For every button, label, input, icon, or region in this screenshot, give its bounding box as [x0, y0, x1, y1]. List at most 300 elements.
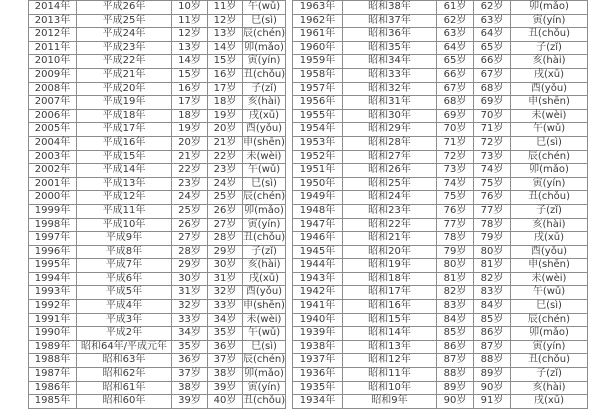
- table-cell: 20岁: [208, 123, 243, 137]
- table-cell: 2008年: [29, 82, 77, 96]
- table-cell: 81岁: [437, 272, 474, 286]
- table-cell: 2005年: [29, 123, 77, 137]
- table-cell: 88岁: [437, 368, 474, 382]
- table-cell: 昭和22年: [343, 218, 437, 232]
- table-cell: 平成18年: [77, 109, 172, 123]
- table-row: [29, 41, 286, 55]
- table-cell: 88岁: [474, 354, 511, 368]
- table-cell: 34岁: [208, 313, 243, 327]
- table-cell: 16岁: [172, 82, 208, 96]
- table-cell: 1996年: [29, 245, 77, 259]
- table-cell: 87岁: [437, 354, 474, 368]
- table-row: [293, 259, 588, 273]
- table-row: [29, 191, 286, 205]
- table-cell: 2007年: [29, 96, 77, 110]
- table-cell: 31岁: [172, 286, 208, 300]
- table-row: [293, 136, 588, 150]
- table-cell: 1997年: [29, 232, 77, 246]
- table-cell: 1948年: [293, 204, 343, 218]
- table-cell: 昭和61年: [77, 381, 172, 395]
- table-row: [293, 232, 588, 246]
- table-cell: 34岁: [172, 327, 208, 341]
- table-cell: 2003年: [29, 150, 77, 164]
- table-row: [29, 177, 286, 191]
- table-cell: 30岁: [208, 259, 243, 273]
- table-cell: 1945年: [293, 245, 343, 259]
- table-cell: 79岁: [437, 245, 474, 259]
- table-cell: 2004年: [29, 136, 77, 150]
- table-row: [29, 368, 286, 382]
- table-cell: 昭和64年/平成元年: [77, 340, 172, 354]
- table-cell: 平成10年: [77, 218, 172, 232]
- table-row: [29, 109, 286, 123]
- table-cell: 平成23年: [77, 41, 172, 55]
- table-cell: 平成4年: [77, 300, 172, 314]
- table-cell: 76岁: [474, 191, 511, 205]
- table-row: [293, 109, 588, 123]
- table-cell: 72岁: [474, 136, 511, 150]
- table-cell: 平成25年: [77, 14, 172, 28]
- table-cell: 1992年: [29, 300, 77, 314]
- table-cell: 午(wǔ): [243, 164, 286, 178]
- table-cell: 午(wǔ): [511, 286, 588, 300]
- table-cell: 昭和18年: [343, 272, 437, 286]
- table-row: [293, 28, 588, 42]
- table-cell: 36岁: [172, 354, 208, 368]
- table-cell: 25岁: [208, 191, 243, 205]
- table-cell: 昭和37年: [343, 14, 437, 28]
- table-cell: 1961年: [293, 28, 343, 42]
- table-cell: 22岁: [208, 150, 243, 164]
- table-row: [293, 68, 588, 82]
- table-cell: 64岁: [437, 41, 474, 55]
- table-cell: 昭和60年: [77, 395, 172, 409]
- table-cell: 戌(xū): [243, 109, 286, 123]
- table-row: [293, 55, 588, 69]
- table-row: [293, 204, 588, 218]
- showa-table-body: [293, 1, 588, 409]
- table-cell: 80岁: [474, 245, 511, 259]
- table-cell: 1959年: [293, 55, 343, 69]
- table-cell: 33岁: [172, 313, 208, 327]
- table-cell: 72岁: [437, 150, 474, 164]
- table-cell: 89岁: [474, 368, 511, 382]
- table-cell: 午(wǔ): [511, 123, 588, 137]
- table-cell: 67岁: [474, 68, 511, 82]
- table-cell: 1951年: [293, 164, 343, 178]
- table-cell: 24岁: [208, 177, 243, 191]
- table-cell: 65岁: [474, 41, 511, 55]
- table-cell: 昭和17年: [343, 286, 437, 300]
- table-cell: 酉(yǒu): [243, 286, 286, 300]
- table-cell: 1957年: [293, 82, 343, 96]
- table-cell: 平成13年: [77, 177, 172, 191]
- table-cell: 1990年: [29, 327, 77, 341]
- table-cell: 子(zǐ): [243, 82, 286, 96]
- table-cell: 18岁: [172, 109, 208, 123]
- table-cell: 1986年: [29, 381, 77, 395]
- table-cell: 丑(chǒu): [243, 395, 286, 409]
- table-cell: 巳(sì): [511, 136, 588, 150]
- table-cell: 14岁: [208, 41, 243, 55]
- table-cell: 1941年: [293, 300, 343, 314]
- table-cell: 1944年: [293, 259, 343, 273]
- table-row: [293, 327, 588, 341]
- table-cell: 2000年: [29, 191, 77, 205]
- table-cell: 1985年: [29, 395, 77, 409]
- table-cell: 13岁: [208, 28, 243, 42]
- table-cell: 平成11年: [77, 204, 172, 218]
- table-cell: 83岁: [437, 300, 474, 314]
- table-row: [293, 340, 588, 354]
- table-cell: 巳(sì): [243, 14, 286, 28]
- table-cell: 卯(mǎo): [243, 204, 286, 218]
- table-cell: 卯(mǎo): [511, 327, 588, 341]
- table-row: [293, 381, 588, 395]
- table-cell: 平成17年: [77, 123, 172, 137]
- table-row: [29, 1, 286, 15]
- table-row: [29, 313, 286, 327]
- table-cell: 卯(mǎo): [511, 1, 588, 15]
- table-cell: 13岁: [172, 41, 208, 55]
- table-cell: 1943年: [293, 272, 343, 286]
- table-cell: 1956年: [293, 96, 343, 110]
- table-cell: 67岁: [437, 82, 474, 96]
- table-cell: 1989年: [29, 340, 77, 354]
- table-cell: 31岁: [208, 272, 243, 286]
- table-cell: 未(wèi): [243, 150, 286, 164]
- table-cell: 68岁: [474, 82, 511, 96]
- table-cell: 昭和27年: [343, 150, 437, 164]
- table-cell: 寅(yín): [511, 14, 588, 28]
- table-cell: 酉(yǒu): [243, 123, 286, 137]
- table-cell: 平成14年: [77, 164, 172, 178]
- table-row: [293, 286, 588, 300]
- table-cell: 38岁: [208, 368, 243, 382]
- table-cell: 1938年: [293, 340, 343, 354]
- table-cell: 戌(xū): [243, 272, 286, 286]
- showa-era-age-table: [292, 0, 588, 409]
- table-cell: 昭和32年: [343, 82, 437, 96]
- table-cell: 40岁: [208, 395, 243, 409]
- table-row: [293, 354, 588, 368]
- table-cell: 1936年: [293, 368, 343, 382]
- table-cell: 77岁: [474, 204, 511, 218]
- table-cell: 1934年: [293, 395, 343, 409]
- table-cell: 19岁: [208, 109, 243, 123]
- table-cell: 1949年: [293, 191, 343, 205]
- table-cell: 平成20年: [77, 82, 172, 96]
- table-cell: 37岁: [172, 368, 208, 382]
- table-row: [29, 123, 286, 137]
- table-row: [293, 313, 588, 327]
- table-cell: 82岁: [437, 286, 474, 300]
- table-cell: 昭和63年: [77, 354, 172, 368]
- table-row: [293, 41, 588, 55]
- table-cell: 申(shēn): [511, 259, 588, 273]
- table-cell: 1942年: [293, 286, 343, 300]
- table-row: [29, 245, 286, 259]
- table-cell: 33岁: [208, 300, 243, 314]
- table-cell: 66岁: [474, 55, 511, 69]
- table-cell: 亥(hài): [511, 218, 588, 232]
- table-cell: 午(wǔ): [243, 327, 286, 341]
- table-cell: 69岁: [437, 109, 474, 123]
- table-cell: 32岁: [208, 286, 243, 300]
- table-row: [293, 96, 588, 110]
- table-cell: 63岁: [474, 14, 511, 28]
- table-cell: 丑(chǒu): [243, 232, 286, 246]
- table-cell: 2011年: [29, 41, 77, 55]
- table-cell: 寅(yín): [243, 55, 286, 69]
- table-cell: 1987年: [29, 368, 77, 382]
- table-cell: 子(zǐ): [511, 368, 588, 382]
- table-cell: 亥(hài): [243, 96, 286, 110]
- table-cell: 丑(chǒu): [243, 68, 286, 82]
- table-row: [29, 300, 286, 314]
- table-cell: 85岁: [437, 327, 474, 341]
- table-cell: 申(shēn): [243, 300, 286, 314]
- table-row: [293, 123, 588, 137]
- table-cell: 1962年: [293, 14, 343, 28]
- table-cell: 27岁: [172, 232, 208, 246]
- table-row: [293, 14, 588, 28]
- table-row: [29, 96, 286, 110]
- table-cell: 平成7年: [77, 259, 172, 273]
- table-cell: 平成21年: [77, 68, 172, 82]
- table-cell: 平成24年: [77, 28, 172, 42]
- table-cell: 丑(chǒu): [511, 191, 588, 205]
- table-cell: 36岁: [208, 340, 243, 354]
- table-cell: 未(wèi): [511, 109, 588, 123]
- table-cell: 昭和35年: [343, 41, 437, 55]
- table-cell: 2006年: [29, 109, 77, 123]
- table-row: [29, 232, 286, 246]
- table-cell: 2012年: [29, 28, 77, 42]
- table-cell: 78岁: [437, 232, 474, 246]
- table-cell: 64岁: [474, 28, 511, 42]
- table-cell: 20岁: [172, 136, 208, 150]
- table-cell: 70岁: [437, 123, 474, 137]
- table-cell: 18岁: [208, 96, 243, 110]
- table-cell: 12岁: [172, 28, 208, 42]
- table-cell: 11岁: [172, 14, 208, 28]
- table-row: [293, 245, 588, 259]
- table-row: [29, 68, 286, 82]
- table-cell: 昭和26年: [343, 164, 437, 178]
- table-cell: 87岁: [474, 340, 511, 354]
- table-cell: 15岁: [208, 55, 243, 69]
- table-cell: 71岁: [437, 136, 474, 150]
- table-cell: 戌(xū): [511, 68, 588, 82]
- table-cell: 寅(yín): [511, 177, 588, 191]
- table-cell: 37岁: [208, 354, 243, 368]
- table-cell: 29岁: [172, 259, 208, 273]
- table-row: [29, 136, 286, 150]
- table-cell: 1940年: [293, 313, 343, 327]
- table-cell: 12岁: [208, 14, 243, 28]
- table-row: [29, 150, 286, 164]
- table-cell: 25岁: [172, 204, 208, 218]
- table-cell: 平成5年: [77, 286, 172, 300]
- table-cell: 1963年: [293, 1, 343, 15]
- table-cell: 1954年: [293, 123, 343, 137]
- table-row: [29, 204, 286, 218]
- table-cell: 30岁: [172, 272, 208, 286]
- table-row: [293, 368, 588, 382]
- table-row: [293, 218, 588, 232]
- table-row: [29, 272, 286, 286]
- table-cell: 2002年: [29, 164, 77, 178]
- table-cell: 89岁: [437, 381, 474, 395]
- table-cell: 昭和30年: [343, 109, 437, 123]
- table-cell: 平成12年: [77, 191, 172, 205]
- table-cell: 昭和24年: [343, 191, 437, 205]
- table-cell: 平成26年: [77, 1, 172, 15]
- table-cell: 丑(chǒu): [511, 28, 588, 42]
- table-cell: 74岁: [474, 164, 511, 178]
- table-cell: 61岁: [437, 1, 474, 15]
- table-cell: 1960年: [293, 41, 343, 55]
- table-cell: 78岁: [474, 218, 511, 232]
- table-cell: 平成6年: [77, 272, 172, 286]
- table-cell: 亥(hài): [243, 259, 286, 273]
- table-row: [29, 218, 286, 232]
- table-cell: 85岁: [474, 313, 511, 327]
- table-cell: 26岁: [208, 204, 243, 218]
- table-cell: 79岁: [474, 232, 511, 246]
- table-cell: 昭和14年: [343, 327, 437, 341]
- table-row: [29, 286, 286, 300]
- table-cell: 86岁: [437, 340, 474, 354]
- table-cell: 亥(hài): [511, 55, 588, 69]
- table-cell: 平成15年: [77, 150, 172, 164]
- table-cell: 1999年: [29, 204, 77, 218]
- table-cell: 2014年: [29, 1, 77, 15]
- table-cell: 平成3年: [77, 313, 172, 327]
- table-cell: 1950年: [293, 177, 343, 191]
- table-cell: 75岁: [437, 191, 474, 205]
- table-cell: 昭和9年: [343, 395, 437, 409]
- table-cell: 90岁: [437, 395, 474, 409]
- table-cell: 昭和13年: [343, 340, 437, 354]
- table-cell: 酉(yǒu): [511, 245, 588, 259]
- table-cell: 申(shēn): [511, 96, 588, 110]
- table-row: [29, 340, 286, 354]
- table-cell: 74岁: [437, 177, 474, 191]
- table-cell: 68岁: [437, 96, 474, 110]
- table-cell: 35岁: [208, 327, 243, 341]
- table-row: [293, 82, 588, 96]
- table-cell: 69岁: [474, 96, 511, 110]
- table-cell: 昭和33年: [343, 68, 437, 82]
- table-cell: 23岁: [172, 177, 208, 191]
- table-row: [293, 150, 588, 164]
- table-row: [29, 55, 286, 69]
- table-cell: 1955年: [293, 109, 343, 123]
- table-cell: 2010年: [29, 55, 77, 69]
- table-cell: 申(shēn): [243, 136, 286, 150]
- table-cell: 2013年: [29, 14, 77, 28]
- table-cell: 1993年: [29, 286, 77, 300]
- table-cell: 昭和15年: [343, 313, 437, 327]
- table-cell: 32岁: [172, 300, 208, 314]
- table-cell: 81岁: [474, 259, 511, 273]
- table-cell: 昭和20年: [343, 245, 437, 259]
- table-cell: 子(zǐ): [511, 41, 588, 55]
- table-cell: 76岁: [437, 204, 474, 218]
- table-row: [29, 14, 286, 28]
- table-row: [293, 177, 588, 191]
- table-cell: 1935年: [293, 381, 343, 395]
- table-cell: 90岁: [474, 381, 511, 395]
- table-cell: 23岁: [208, 164, 243, 178]
- table-cell: 1937年: [293, 354, 343, 368]
- table-cell: 平成19年: [77, 96, 172, 110]
- table-cell: 62岁: [474, 1, 511, 15]
- table-cell: 21岁: [172, 150, 208, 164]
- table-cell: 酉(yǒu): [511, 82, 588, 96]
- table-cell: 昭和10年: [343, 381, 437, 395]
- table-row: [29, 395, 286, 409]
- table-row: [293, 191, 588, 205]
- table-row: [293, 272, 588, 286]
- table-cell: 子(zǐ): [511, 204, 588, 218]
- table-row: [29, 259, 286, 273]
- table-cell: 80岁: [437, 259, 474, 273]
- table-cell: 1991年: [29, 313, 77, 327]
- table-cell: 1998年: [29, 218, 77, 232]
- table-cell: 1953年: [293, 136, 343, 150]
- table-cell: 28岁: [208, 232, 243, 246]
- table-cell: 1946年: [293, 232, 343, 246]
- table-cell: 平成9年: [77, 232, 172, 246]
- table-cell: 1994年: [29, 272, 77, 286]
- table-cell: 73岁: [437, 164, 474, 178]
- table-cell: 26岁: [172, 218, 208, 232]
- table-cell: 22岁: [172, 164, 208, 178]
- table-cell: 2009年: [29, 68, 77, 82]
- table-cell: 卯(mǎo): [243, 368, 286, 382]
- table-cell: 24岁: [172, 191, 208, 205]
- table-cell: 28岁: [172, 245, 208, 259]
- table-cell: 戌(xū): [511, 395, 588, 409]
- table-cell: 62岁: [437, 14, 474, 28]
- table-cell: 平成22年: [77, 55, 172, 69]
- table-cell: 66岁: [437, 68, 474, 82]
- table-cell: 卯(mǎo): [511, 164, 588, 178]
- table-cell: 84岁: [474, 300, 511, 314]
- table-cell: 辰(chén): [243, 354, 286, 368]
- table-row: [293, 1, 588, 15]
- heisei-era-age-table: [28, 0, 286, 409]
- table-cell: 2001年: [29, 177, 77, 191]
- table-cell: 27岁: [208, 218, 243, 232]
- table-cell: 辰(chén): [243, 28, 286, 42]
- table-cell: 1995年: [29, 259, 77, 273]
- table-cell: 77岁: [437, 218, 474, 232]
- table-row: [29, 327, 286, 341]
- table-cell: 午(wǔ): [243, 1, 286, 15]
- table-cell: 亥(hài): [511, 381, 588, 395]
- table-cell: 子(zǐ): [243, 245, 286, 259]
- table-cell: 昭和25年: [343, 177, 437, 191]
- table-cell: 82岁: [474, 272, 511, 286]
- table-cell: 11岁: [208, 1, 243, 15]
- table-cell: 86岁: [474, 327, 511, 341]
- table-cell: 1958年: [293, 68, 343, 82]
- table-cell: 10岁: [172, 1, 208, 15]
